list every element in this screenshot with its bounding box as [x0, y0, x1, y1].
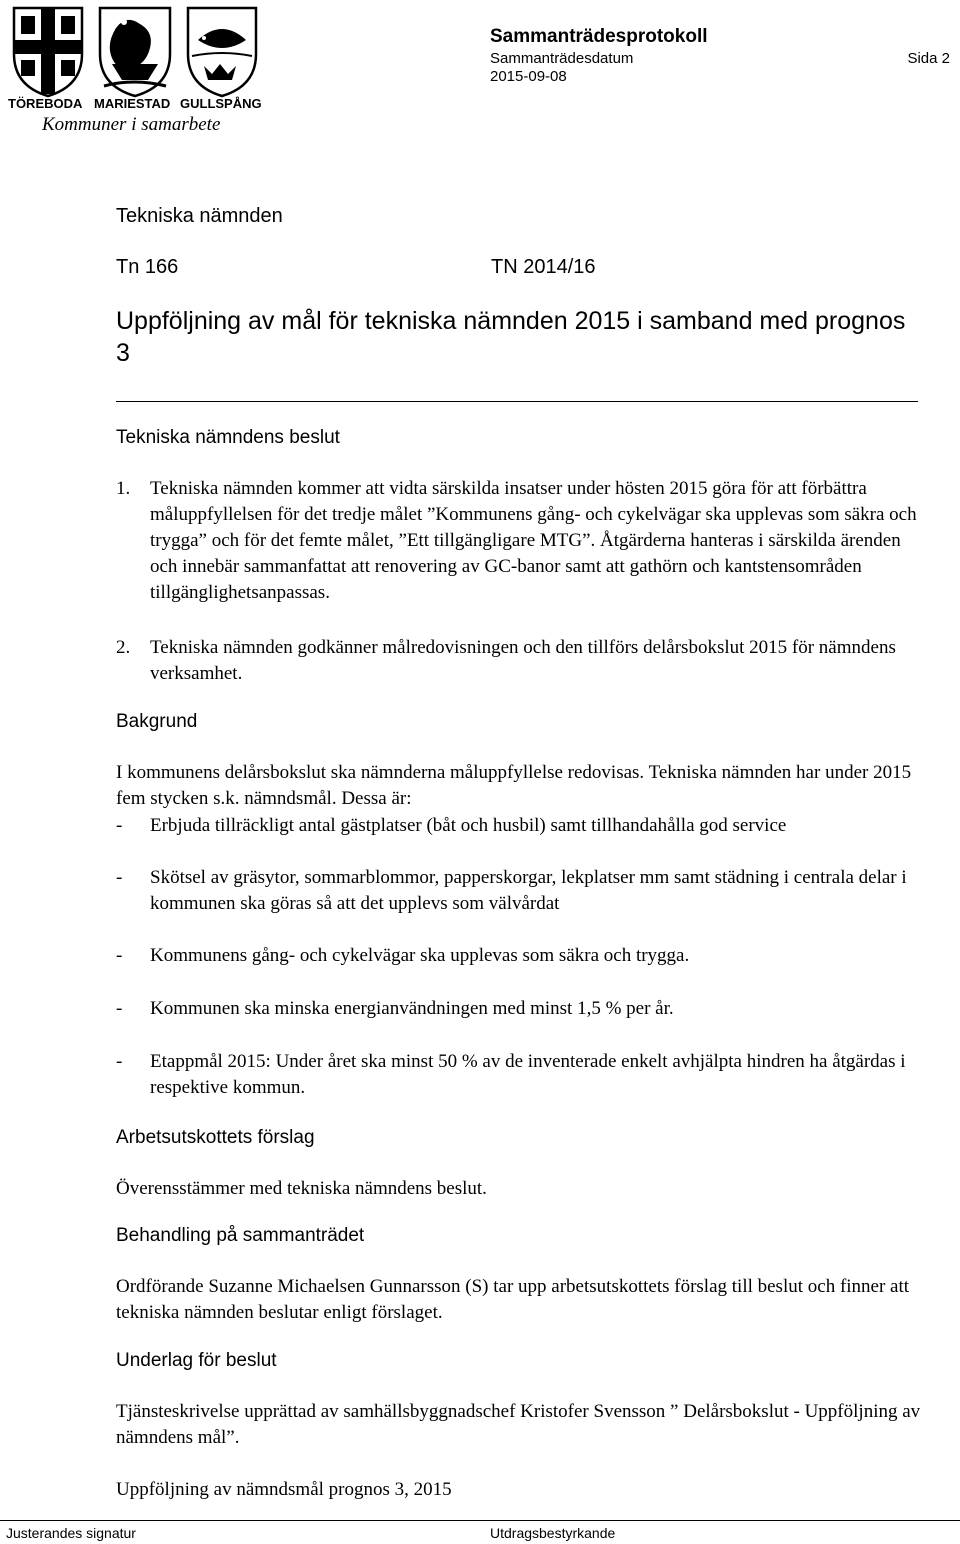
logo-name-2: MARIESTAD	[94, 96, 171, 111]
page-number: Sida 2	[907, 50, 950, 67]
meeting-date-label: Sammanträdesdatum	[490, 50, 634, 67]
bullet-dash: -	[116, 1051, 123, 1072]
signature-label: Justerandes signatur	[6, 1525, 136, 1541]
goal-text: Etappmål 2015: Under året ska minst 50 % av de inventerade enkelt avhjälpta hindren ha åtgärdas i respektive kommun.	[150, 1051, 906, 1098]
logo-name-1: TÖREBODA	[8, 96, 83, 111]
handling-text: Ordförande Suzanne Michaelsen Gunnarsson (S) tar upp arbetsutskottets förslag till beslut och finner att tekniska nämnden beslutar enligt förslaget.	[116, 1276, 910, 1323]
bullet-dash: -	[116, 998, 123, 1019]
goal-text: Skötsel av gräsytor, sommarblommor, papperskorgar, lekplatser mm samt städning i centrala delar i kommunen ska göras så att det upplevs som välvårdat	[150, 867, 907, 914]
basis-heading: Underlag för beslut	[116, 1350, 277, 1371]
coat-of-arms-icon	[8, 4, 262, 132]
item-number: Tn 166	[116, 256, 179, 278]
bullet-dash: -	[116, 867, 123, 888]
committee-heading: Arbetsutskottets förslag	[116, 1127, 315, 1148]
bullet-dash: -	[116, 815, 123, 836]
handling-heading: Behandling på sammanträdet	[116, 1225, 365, 1246]
logo-name-3: GULLSPÅNG	[180, 96, 262, 111]
title-divider	[116, 401, 918, 402]
decision-text: Tekniska nämnden kommer att vidta särskilda insatser under hösten 2015 göra för att förbättra måluppfyllelsen för det tredje målet ”Kommunens gång- och cykelvägar ska upplevas som säkra och trygga” och för det femte målet, ”Ett tillgängligare MTG”. Åtgärderna hanteras i särskilda ärenden och innebär sammanfattat att renovering av GC-banor samt att gathörn och kantstensområden tillgänglighetsanpassas.	[150, 478, 917, 603]
municipalities-logo	[8, 4, 262, 132]
logo-tagline: Kommuner i samarbete	[42, 114, 221, 132]
goal-text: Kommunens gång- och cykelvägar ska upplevas som säkra och trygga.	[150, 945, 690, 966]
goal-text: Kommunen ska minska energianvändningen med minst 1,5 % per år.	[150, 998, 674, 1019]
footer-divider	[0, 1520, 960, 1521]
goal-text: Erbjuda tillräckligt antal gästplatser (båt och husbil) samt tillhandahålla god service	[150, 815, 787, 836]
basis-item-1: Tjänsteskrivelse upprättad av samhällsbyggnadschef Kristofer Svensson ” Delårsbokslut - Uppföljning av nämndens mål”.	[116, 1401, 921, 1448]
case-number: TN 2014/16	[491, 256, 596, 278]
bullet-dash: -	[116, 945, 123, 966]
decision-number: 1.	[116, 478, 131, 499]
decision-number: 2.	[116, 637, 131, 658]
background-heading: Bakgrund	[116, 711, 198, 732]
body-name: Tekniska nämnden	[116, 205, 283, 227]
committee-text: Överensstämmer med tekniska nämndens beslut.	[116, 1178, 487, 1199]
meeting-date: 2015-09-08	[490, 68, 567, 85]
decision-text: Tekniska nämnden godkänner målredovisningen och den tillförs delårsbokslut 2015 för nämndens verksamhet.	[150, 637, 896, 684]
protocol-title: Sammanträdesprotokoll	[490, 26, 708, 47]
basis-item-2: Uppföljning av nämndsmål prognos 3, 2015	[116, 1479, 452, 1500]
decision-heading: Tekniska nämndens beslut	[116, 427, 340, 448]
certification-label: Utdragsbestyrkande	[490, 1525, 616, 1541]
background-text: I kommunens delårsbokslut ska nämnderna måluppfyllelse redovisas. Tekniska nämnden har under 2015 fem stycken s.k. nämndsmål. Dessa är:	[116, 762, 912, 809]
page-title: Uppföljning av mål för tekniska nämnden 2015 i samband med prognos 3	[116, 307, 906, 367]
